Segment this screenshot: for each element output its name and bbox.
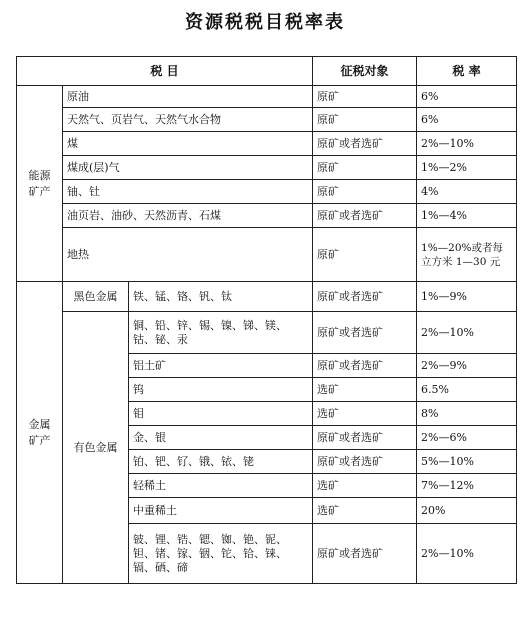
item-object: 原矿或者选矿 — [313, 204, 417, 228]
item-name: 中重稀土 — [129, 498, 313, 524]
item-name: 铍、锂、锆、锶、铷、铯、铌、钽、锗、镓、铟、铊、铪、铼、镉、硒、碲 — [129, 524, 313, 584]
item-rate: 4% — [417, 180, 517, 204]
item-rate: 2%—10% — [417, 132, 517, 156]
item-rate: 8% — [417, 402, 517, 426]
item-name: 轻稀土 — [129, 474, 313, 498]
category-metal-line2: 矿产 — [28, 433, 51, 447]
table-row — [17, 228, 517, 282]
item-name: 铂、钯、钌、锇、铱、铑 — [129, 450, 313, 474]
header-item: 税 目 — [17, 57, 313, 86]
item-object: 原矿 — [313, 156, 417, 180]
item-object: 原矿 — [313, 86, 417, 108]
header-object: 征税对象 — [313, 57, 417, 86]
item-object: 原矿或者选矿 — [313, 132, 417, 156]
table-row — [17, 156, 517, 180]
item-rate: 2%—10% — [417, 312, 517, 354]
item-name: 原油 — [63, 86, 313, 108]
item-rate: 1%—2% — [417, 156, 517, 180]
item-rate: 6% — [417, 108, 517, 132]
table-row — [17, 282, 517, 312]
table-row — [17, 180, 517, 204]
item-object: 原矿或者选矿 — [313, 426, 417, 450]
category-energy-line1: 能源 — [28, 168, 51, 182]
item-rate: 6% — [417, 86, 517, 108]
item-object: 原矿 — [313, 228, 417, 282]
item-rate: 1%—9% — [417, 282, 517, 312]
table-row — [17, 204, 517, 228]
item-object: 原矿或者选矿 — [313, 312, 417, 354]
header-row — [17, 57, 517, 86]
item-name: 煤 — [63, 132, 313, 156]
item-name: 煤成(层)气 — [63, 156, 313, 180]
item-rate: 2%—10% — [417, 524, 517, 584]
item-rate: 6.5% — [417, 378, 517, 402]
table-row — [17, 86, 517, 108]
item-rate: 2%—9% — [417, 354, 517, 378]
subcategory-ferrous: 黑色金属 — [63, 282, 129, 312]
header-rate: 税 率 — [417, 57, 517, 86]
page-title: 资源税税目税率表 — [185, 12, 345, 33]
item-rate: 20% — [417, 498, 517, 524]
table-row — [17, 108, 517, 132]
item-name: 钨 — [129, 378, 313, 402]
item-object: 选矿 — [313, 402, 417, 426]
category-metal-line1: 金属 — [28, 417, 51, 431]
item-rate: 1%—20%或者每立方米 1—30 元 — [417, 228, 517, 282]
item-name: 铝土矿 — [129, 354, 313, 378]
item-rate: 1%—4% — [417, 204, 517, 228]
subcategory-nonferrous: 有色金属 — [63, 312, 129, 584]
item-object: 原矿或者选矿 — [313, 524, 417, 584]
table-row — [17, 132, 517, 156]
category-metal — [17, 282, 63, 584]
item-name: 铀、钍 — [63, 180, 313, 204]
item-name: 钼 — [129, 402, 313, 426]
item-rate: 7%—12% — [417, 474, 517, 498]
item-name: 油页岩、油砂、天然沥青、石煤 — [63, 204, 313, 228]
item-name: 金、银 — [129, 426, 313, 450]
item-name: 天然气、页岩气、天然气水合物 — [63, 108, 313, 132]
item-object: 原矿或者选矿 — [313, 282, 417, 312]
category-energy — [17, 86, 63, 282]
item-name: 铁、锰、铬、钒、钛 — [129, 282, 313, 312]
item-object: 选矿 — [313, 498, 417, 524]
item-rate: 2%—6% — [417, 426, 517, 450]
item-object: 选矿 — [313, 474, 417, 498]
item-object: 原矿或者选矿 — [313, 354, 417, 378]
item-rate: 5%—10% — [417, 450, 517, 474]
item-name: 铜、铅、锌、锡、镍、锑、镁、钴、铋、汞 — [129, 312, 313, 354]
item-object: 原矿 — [313, 108, 417, 132]
category-energy-line2: 矿产 — [28, 184, 51, 198]
table-row — [17, 312, 517, 354]
tax-rate-table — [16, 56, 517, 584]
item-object: 原矿 — [313, 180, 417, 204]
item-name: 地热 — [63, 228, 313, 282]
item-object: 选矿 — [313, 378, 417, 402]
item-object: 原矿或者选矿 — [313, 450, 417, 474]
